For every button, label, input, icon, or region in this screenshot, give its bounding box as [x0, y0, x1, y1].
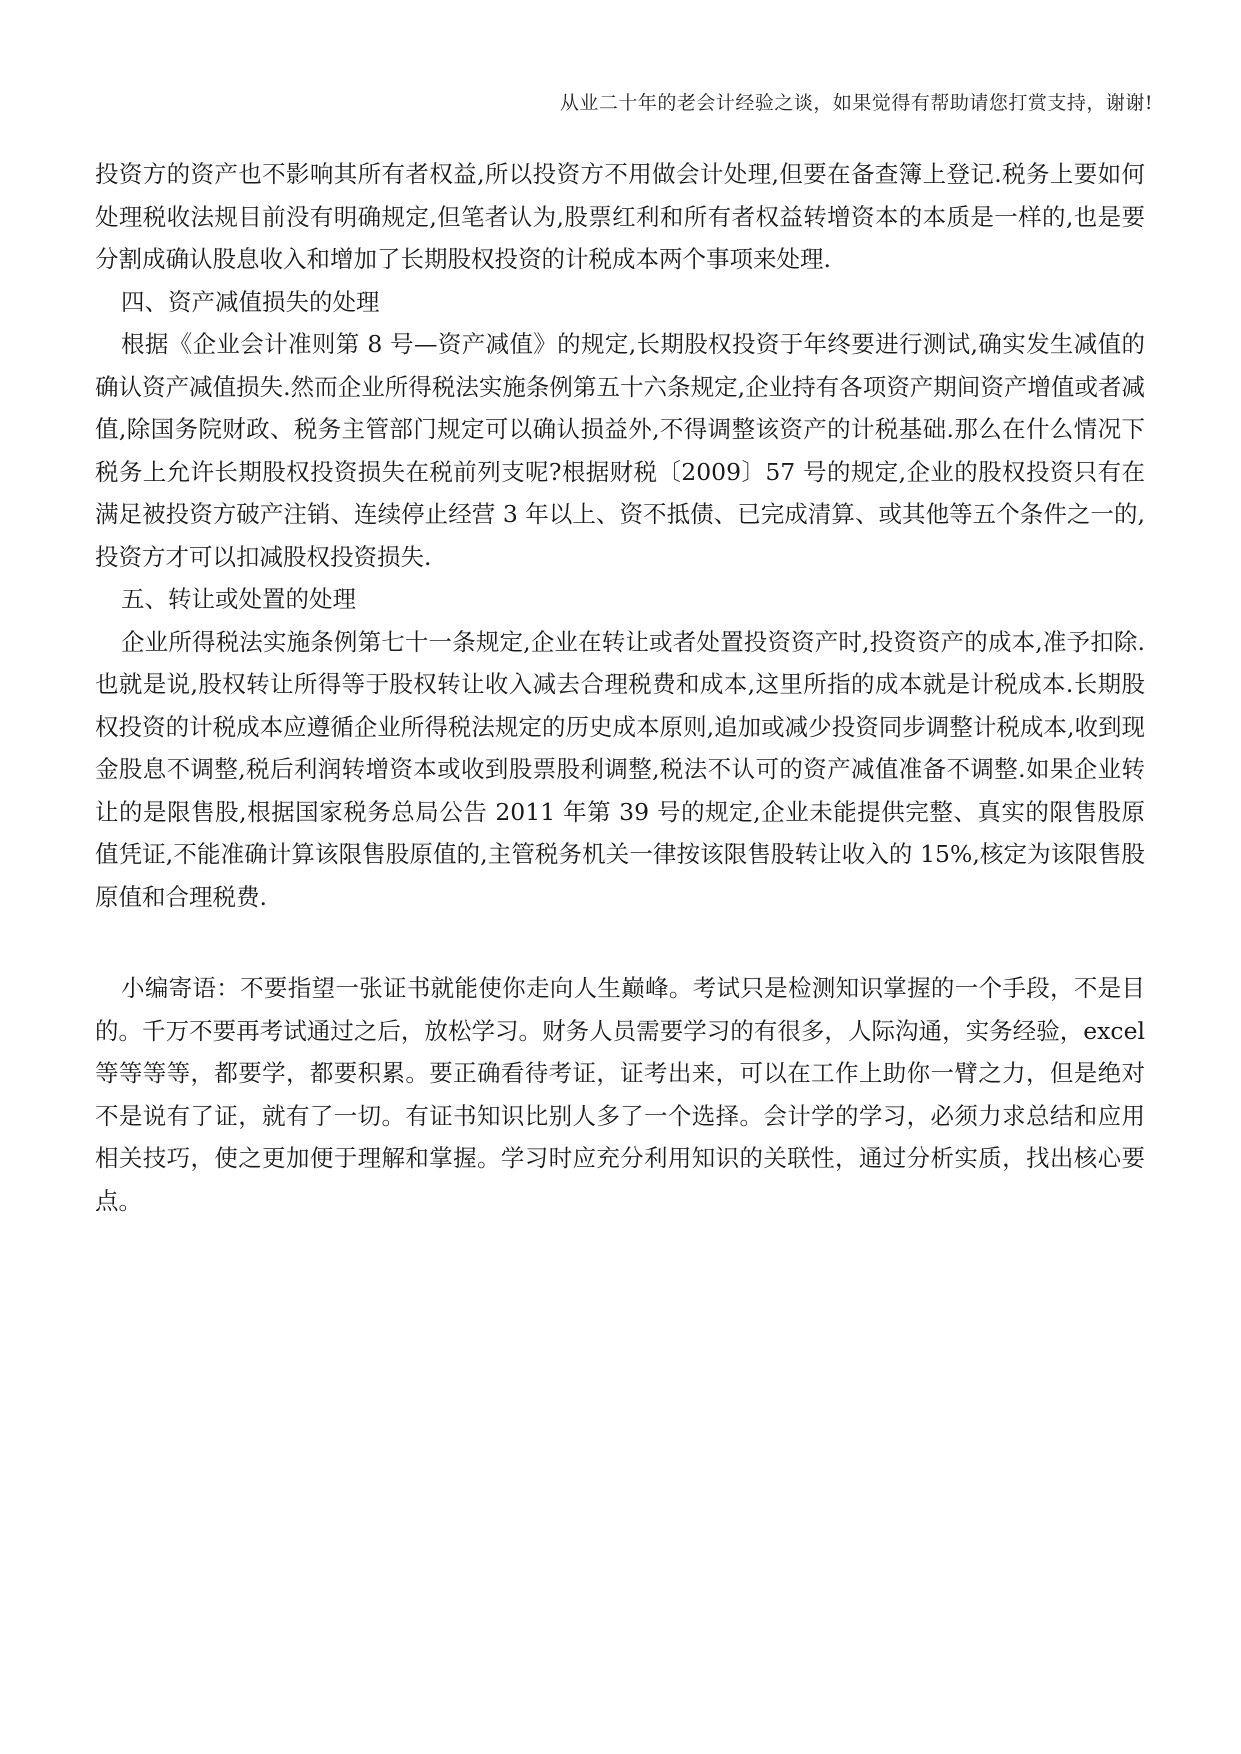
paragraph-continued: 投资方的资产也不影响其所有者权益,所以投资方不用做会计处理,但要在备查簿上登记.税务上要如何处理税收法规目前没有明确规定,但笔者认为,股票红利和所有者权益转增资本的本质是一样的,也是要分割成确认股息收入和增加了长期股权投资的计税成本两个事项来处理.: [95, 160, 1145, 273]
section-heading-transfer: 五、转让或处置的处理: [121, 585, 356, 613]
section-heading-impairment: 四、资产减值损失的处理: [121, 287, 380, 316]
paragraph-impairment: 根据《企业会计准则第 8 号—资产减值》的规定,长期股权投资于年终要进行测试,确实发生减值的确认资产减值损失.然而企业所得税法实施条例第五十六条规定,企业持有各项资产期间资产增值或者减值,除国务院财政、税务主管部门规定可以确认损益外,不得调整该资产的计税基础.那么在什么情况下税务上允许长期股权投资损失在税前列支呢?根据财税〔2009〕57 号的规定,企业的股权投资只有在满足被投资方破产注销、连续停止经营 3 年以上、资不抵债、已完成清算、或其他等五个条件之一的,投资方才可以扣减股权投资损失.: [95, 330, 1145, 571]
page-header: 从业二十年的老会计经验之谈，如果觉得有帮助请您打赏支持，谢谢!: [559, 92, 1153, 114]
paragraph-transfer: 企业所得税法实施条例第七十一条规定,企业在转让或者处置投资资产时,投资资产的成本,准予扣除.也就是说,股权转让所得等于股权转让收入减去合理税费和成本,这里所指的成本就是计税成本.长期股权投资的计税成本应遵循企业所得税法规定的历史成本原则,追加或减少投资同步调整计税成本,收到现金股息不调整,税后利润转增资本或收到股票股利调整,税法不认可的资产减值准备不调整.如果企业转让的是限售股,根据国家税务总局公告 2011 年第 39 号的规定,企业未能提供完整、真实的限售股原值凭证,不能准确计算该限售股原值的,主管税务机关一律按该限售股转让收入的 15%,核定为该限售股原值和合理税费.: [95, 627, 1145, 911]
paragraph-editor-note: 小编寄语：不要指望一张证书就能使你走向人生巅峰。考试只是检测知识掌握的一个手段，不是目的。千万不要再考试通过之后，放松学习。财务人员需要学习的有很多，人际沟通，实务经验，excel 等等等等，都要学，都要积累。要正确看待考证，证考出来，可以在工作上助你一臂之力，但是绝对不是说有了证，就有了一切。有证书知识比别人多了一个选择。会计学的学习，必须力求总结和应用相关技巧，使之更加便于理解和掌握。学习时应充分利用知识的关联性，通过分析实质，找出核心要点。: [95, 974, 1145, 1215]
document-body: [95, 153, 1145, 1222]
